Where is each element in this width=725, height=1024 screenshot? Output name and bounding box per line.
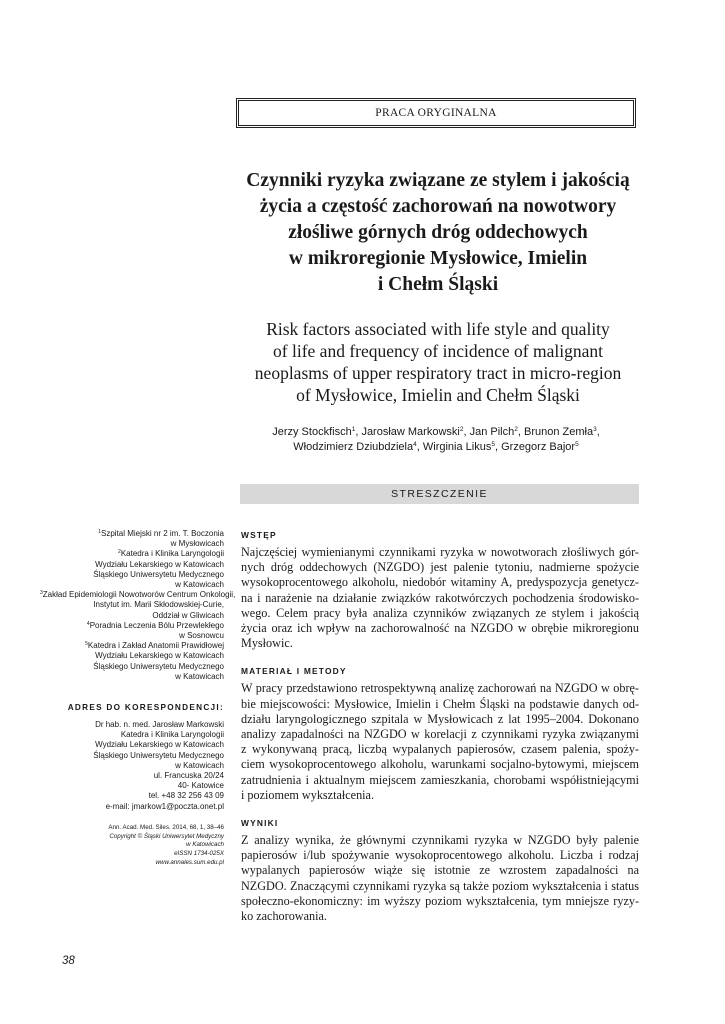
body-line: bie miejscowości: Mysłowice, Imielin i Chełm Śląski na podstawie danych od-: [241, 696, 639, 711]
section-body: [241, 681, 639, 803]
body-line: wysokoprocentowego alkoholu, niedobór witaminy A, predyspozycja genetycz-: [241, 575, 639, 590]
body-line: społeczno-ekonomiczny: im wyższy poziom wykształcenia, tym mniejsze ryzy-: [241, 893, 639, 908]
author-separator: ,: [596, 426, 600, 438]
affiliation-text: w Katowicach: [175, 671, 224, 681]
title-pl-line: życia a częstość zachorowań na nowotwory: [259, 196, 617, 217]
section-heading: MATERIAŁ I METODY: [241, 666, 347, 677]
body-line: papierosów i/lub spożywanie wysokoprocentowego alkoholu. Liczba i rodzaj: [241, 848, 639, 863]
affiliation-text: w Sosnowcu: [179, 631, 224, 641]
body-line: zatrudnienia i aktualnym miejscem zamieszkania, chorobami współistniejącymi: [241, 772, 639, 787]
affiliation-line: [40, 580, 224, 590]
abstract-content: [241, 530, 639, 924]
affiliation-text: Śląskiego Uniwersytetu Medycznego: [93, 661, 224, 671]
affiliation-text: Poradnia Leczenia Bólu Przewlekłego: [89, 620, 224, 630]
eissn: eISSN 1734-025X: [174, 850, 224, 858]
affiliation-text: Katedra i Zakład Anatomii Prawidłowej: [87, 641, 224, 651]
copyright-line: w Katowicach: [186, 841, 224, 849]
affiliation-text: w Mysłowicach: [170, 539, 224, 549]
title-polish: [236, 168, 640, 298]
body-line: i poziomem wykształcenia.: [241, 787, 375, 802]
body-line: ko zachorowania.: [241, 909, 327, 924]
body-line: Z analizy wynika, że głównymi czynnikami ryzyka w NZGDO były palenie: [241, 833, 639, 848]
body-line: działu laryngologicznego szpitala w Mysłowicach z lat 1995–2004. Dokonano: [241, 711, 639, 726]
author-affiliation-mark: 1: [351, 426, 356, 433]
title-en-line: neoplasms of upper respiratory tract in micro-region: [254, 363, 622, 383]
author-affiliation-mark: 5: [491, 441, 495, 448]
affiliation-list: [40, 529, 236, 682]
author-separator: ,: [416, 441, 423, 453]
title-en-line: of Mysłowice, Imielin and Chełm Śląski: [296, 385, 580, 405]
title-english: [236, 318, 640, 406]
body-line: Mysłowic.: [241, 636, 293, 651]
body-line: nych dróg oddechowych (NZGDO) jest palenie tytoniu, nadmierne spożycie: [241, 560, 639, 575]
affiliation-line: [40, 631, 224, 641]
author-affiliation-mark: 3: [593, 426, 597, 433]
title-en-line: of life and frequency of incidence of malignant: [273, 341, 603, 361]
correspondence-email[interactable]: e-mail: jmarkow1@poczta.onet.pl: [105, 801, 224, 811]
correspondence-line: ul. Francuska 20/24: [153, 771, 224, 781]
affiliation-mark: 5: [85, 641, 88, 648]
author-separator: ,: [355, 426, 362, 438]
affiliation-mark: 2: [118, 549, 121, 556]
title-en-line: Risk factors associated with life style and quality: [266, 319, 610, 339]
section-body: [241, 545, 639, 651]
affiliation-line: [40, 570, 224, 580]
affiliation-text: Wydziału Lekarskiego w Katowicach: [95, 559, 224, 569]
affiliation-line: [40, 560, 224, 570]
author-name: Jan Pilch: [469, 426, 515, 438]
affiliation-line: [40, 539, 224, 549]
section-introduction: [241, 530, 639, 651]
affiliation-text: Śląskiego Uniwersytetu Medycznego: [93, 569, 224, 579]
affiliation-line: [40, 590, 236, 600]
correspondence-line: Katedra i Klinika Laryngologii: [120, 730, 224, 740]
section-type-label: PRACA ORYGINALNA: [236, 98, 636, 128]
affiliation-text: Szpital Miejski nr 2 im. T. Boczonia: [100, 529, 224, 538]
section-heading: WSTĘP: [241, 530, 277, 540]
body-line: ciem wysokoprocentowego alkoholu, warunkami socjalno-bytowymi, miejscem: [241, 757, 639, 772]
correspondence-line: Wydziału Lekarskiego w Katowicach: [95, 740, 224, 750]
affiliation-line: [40, 651, 224, 661]
correspondence-line: Dr hab. n. med. Jarosław Markowski: [95, 720, 224, 730]
author-line: [236, 440, 636, 455]
correspondence-heading: ADRES DO KORESPONDENCJI:: [67, 703, 224, 713]
body-line: wypalanych papierosów wiąże się istotnie ze wzrostem zapadalności na: [241, 863, 639, 878]
affiliation-text: w Katowicach: [175, 580, 224, 590]
affiliation-line: [40, 600, 224, 610]
author-separator: ,: [494, 441, 502, 453]
section-methods: [241, 666, 639, 803]
body-line: z wykonywaną pracą, liczbą wypalanych papierosów, czasem palenia, spoży-: [241, 742, 639, 757]
title-pl-line: złośliwe górnych dróg oddechowych: [288, 222, 588, 243]
author-separator: ,: [517, 426, 524, 438]
section-heading: WYNIKI: [241, 818, 279, 829]
author-affiliation-mark: 4: [413, 441, 417, 448]
affiliation-mark: 3: [40, 590, 43, 597]
affiliation-text: Katedra i Klinika Laryngologii: [120, 549, 224, 559]
author-affiliation-mark: 2: [514, 426, 518, 433]
copyright-line: Copyright © Śląski Uniwersytet Medyczny: [109, 832, 224, 840]
body-line: na i narażenie na działanie związków rakotwórczych pochodzenia środowisko-: [241, 590, 639, 605]
journal-url-link[interactable]: www.annales.sum.edu.pl: [155, 859, 224, 867]
section-results: [241, 818, 639, 924]
body-line: W pracy przedstawiono retrospektywną analizę zachorowań na NZGDO w obrę-: [241, 681, 639, 696]
author-name: Wirginia Likus: [422, 441, 492, 453]
body-line: Najczęściej wymienianymi czynnikami ryzyka w nowotworach złośliwych gór-: [241, 545, 639, 559]
body-line: analizy zapadalności na NZGDO w korelacji z czynnikami ryzyka związanymi: [241, 727, 639, 742]
affiliation-line: [40, 641, 224, 651]
affiliation-text: Instytut im. Marii Skłodowskiej-Curie,: [93, 600, 224, 610]
title-pl-line: w mikroregionie Mysłowice, Imielin: [288, 248, 588, 269]
affiliation-line: [40, 662, 224, 672]
affiliation-text: Zakład Epidemiologii Nowotworów Centrum Onkologii,: [42, 590, 236, 600]
affiliation-mark: 4: [86, 620, 90, 627]
correspondence-line: 40- Katowice: [177, 781, 224, 791]
author-name: Grzegorz Bajor: [501, 441, 576, 453]
body-line: wego. Celem pracy była analiza czynników związanych ze stylem i jakością: [241, 605, 639, 620]
author-name: Brunon Zemła: [524, 426, 594, 438]
affiliation-text: Wydziału Lekarskiego w Katowicach: [95, 651, 224, 661]
correspondence-line: Śląskiego Uniwersytetu Medycznego: [93, 750, 224, 760]
body-line: NZGDO. Znaczącymi czynnikami ryzyka są także poziom wykształcenia i status: [241, 878, 639, 893]
journal-citation: Ann. Acad. Med. Siles. 2014, 68, 1, 38–46: [108, 823, 224, 831]
correspondence-line: tel. +48 32 256 43 09: [148, 791, 224, 801]
correspondence-line: w Katowicach: [175, 760, 224, 770]
author-name: Jerzy Stockfisch: [272, 426, 352, 438]
author-separator: ,: [463, 426, 470, 438]
author-name: Włodzimierz Dziubdziela: [293, 441, 414, 453]
affiliation-mark: 1: [98, 529, 101, 535]
title-pl-line: i Chełm Śląski: [377, 274, 499, 295]
body-line: życia oraz ich wpływ na zachorowalność na NZGDO w obrębie mikroregionu: [241, 621, 639, 636]
affiliation-text: Oddział w Gliwicach: [152, 610, 224, 620]
affiliation-line: [40, 621, 224, 631]
author-affiliation-mark: 5: [575, 441, 579, 448]
affiliation-line: [40, 611, 224, 621]
sidebar-affiliations: [40, 529, 236, 868]
affiliation-line: [40, 529, 224, 539]
author-name: Jarosław Markowski: [361, 426, 460, 438]
affiliation-line: [40, 672, 224, 682]
author-list: [236, 425, 636, 455]
correspondence-address: [40, 720, 224, 812]
citation-block: [40, 824, 224, 868]
author-affiliation-mark: 2: [459, 426, 464, 433]
author-line: [236, 425, 636, 440]
title-pl-line: Czynniki ryzyka związane ze stylem i jakością: [246, 170, 630, 191]
page-number: 38: [62, 955, 75, 967]
section-body: [241, 833, 639, 924]
affiliation-line: [40, 549, 224, 559]
abstract-header-bar: STRESZCZENIE: [240, 484, 639, 504]
